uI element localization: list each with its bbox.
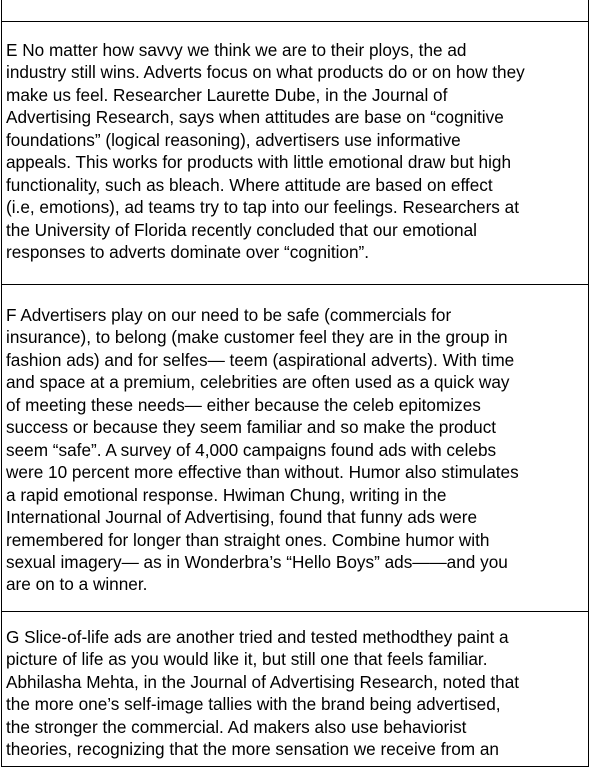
paragraph-cell-f	[1, 284, 589, 611]
paragraph-cell-g	[1, 611, 589, 769]
paragraph-g-text: G Slice-of-life ads are another tried and tested methodthey paint a picture of life as you would like it, but still one that feels familiar. Abhilasha Mehta, in the Journal of Advertising Research, noted that the more one’s self-image tallies with the brand being advertised, the stronger the commercial. Ad makers also use behaviorist theories, recognizing that the more sensation we receive from an	[6, 627, 520, 760]
paragraph-cell-e	[1, 21, 589, 284]
paragraph-e-text: E No matter how savvy we think we are to their ploys, the ad industry still wins. Adverts focus on what products do or on how they make us feel. Researcher Laurette Dube, in the Journal of Advertising Research, says when attitudes are base on “cognitive foundations” (logical reasoning), advertisers use informative appeals. This works for products with little emotional draw but high functionality, such as bleach. Where attitude are based on effect (i.e, emotions), ad teams try to tap into our feelings. Researchers at the University of Florida recently concluded that our emotional responses to adverts dominate over “cognition”.	[6, 40, 525, 263]
paragraph-f-text: F Advertisers play on our need to be safe (commercials for insurance), to belong (make customer feel they are in the group in fashion ads) and for selfes— teem (aspirational adverts). With time and space at a premium, celebrities are often used as a quick way of meeting these needs— either because the celeb epitomizes success or because they seem familiar and so make the product seem “safe”. A survey of 4,000 campaigns found ads with celebs were 10 percent more effective than without. Humor also stimulates a rapid emotional response. Hwiman Chung, writing in the International Journal of Advertising, found that funny ads were remembered for longer than straight ones. Combine humor with sexual imagery— as in Wonderbra’s “Hello Boys” ads——and you are on to a winner.	[6, 305, 519, 595]
